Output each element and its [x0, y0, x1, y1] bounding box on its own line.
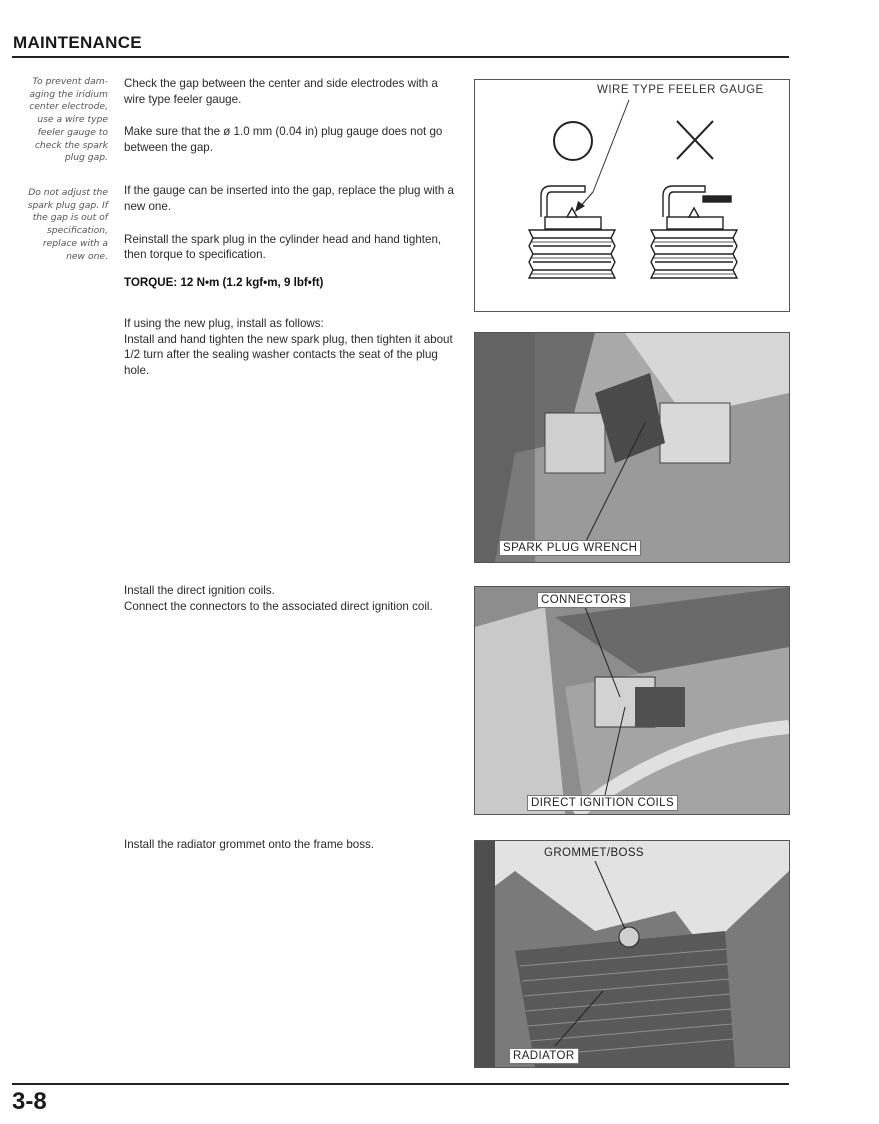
- side-note-line: To prevent dam-: [32, 76, 108, 87]
- side-note-line: specification,: [46, 225, 108, 237]
- radiator-label: RADIATOR: [509, 1048, 579, 1064]
- side-note-adjust: [4, 187, 108, 263]
- spark-plug-wrench-photo: [474, 332, 790, 563]
- side-note-line: spark plug gap. If: [27, 199, 108, 211]
- spark-plug-illustration: [475, 80, 789, 311]
- instruction-paragraph: Make sure that the ø 1.0 mm (0.04 in) plug gauge does not go between the gap.: [124, 125, 443, 154]
- new-plug-instructions: [124, 316, 460, 378]
- side-note-line: plug gap.: [64, 152, 108, 164]
- ok-circle-icon: [554, 122, 592, 160]
- side-note-line: use a wire type: [37, 114, 108, 126]
- spark-plug-wrench-label: SPARK PLUG WRENCH: [499, 540, 641, 556]
- instruction-paragraph: Reinstall the spark plug in the cylinder head and hand tighten, then torque to specification.: [124, 232, 442, 262]
- page-title: MAINTENANCE: [13, 33, 142, 52]
- instruction-paragraph: Check the gap between the center and side electrodes with a wire type feeler gauge.: [124, 77, 438, 106]
- side-note-line: aging the iridium: [29, 88, 108, 100]
- side-note-line: the gap is out of: [32, 212, 108, 224]
- instruction-paragraph: Install the radiator grommet onto the frame boss.: [124, 838, 375, 851]
- side-note-line: new one.: [66, 250, 108, 262]
- instruction-paragraph: Install and hand tighten the new spark plug, then tighten it about 1/2 turn after the sealing washer contacts the seat of the plug hole.: [124, 332, 453, 377]
- spark-plug-ng: [651, 186, 737, 278]
- grommet-boss-label: GROMMET/BOSS: [544, 847, 645, 859]
- spark-plug-ok: [529, 186, 615, 278]
- instruction-paragraph: Install the direct ignition coils.: [124, 584, 275, 597]
- side-note-line: center electrode,: [29, 101, 108, 113]
- side-note-iridium: [4, 76, 108, 165]
- side-note-line: feeler gauge to: [37, 126, 108, 138]
- footer-rule: [12, 1083, 789, 1085]
- side-note-line: replace with a: [42, 237, 108, 249]
- instruction-paragraph: If using the new plug, install as follows:: [124, 317, 324, 330]
- radiator-grommet-photo: [474, 840, 790, 1068]
- coil-instructions: [124, 583, 460, 614]
- feeler-gauge-diagram: [474, 79, 790, 312]
- page-number: 3-8: [12, 1088, 47, 1115]
- side-note-line: Do not adjust the: [28, 187, 108, 198]
- gap-check-instructions: [124, 76, 460, 290]
- instruction-paragraph: If the gauge can be inserted into the gap, replace the plug with a new one.: [124, 184, 455, 213]
- direct-ignition-coils-label: DIRECT IGNITION COILS: [527, 795, 678, 811]
- header-rule: [12, 56, 789, 58]
- torque-spec: TORQUE: 12 N•m (1.2 kgf•m, 9 lbf•ft): [124, 275, 324, 289]
- connectors-label: CONNECTORS: [537, 592, 631, 608]
- instruction-paragraph: Connect the connectors to the associated direct ignition coil.: [124, 599, 433, 613]
- grommet-instructions: [124, 837, 460, 853]
- feeler-gauge-label: WIRE TYPE FEELER GAUGE: [597, 84, 764, 96]
- side-note-line: check the spark: [34, 139, 108, 151]
- ignition-coils-photo: [474, 586, 790, 815]
